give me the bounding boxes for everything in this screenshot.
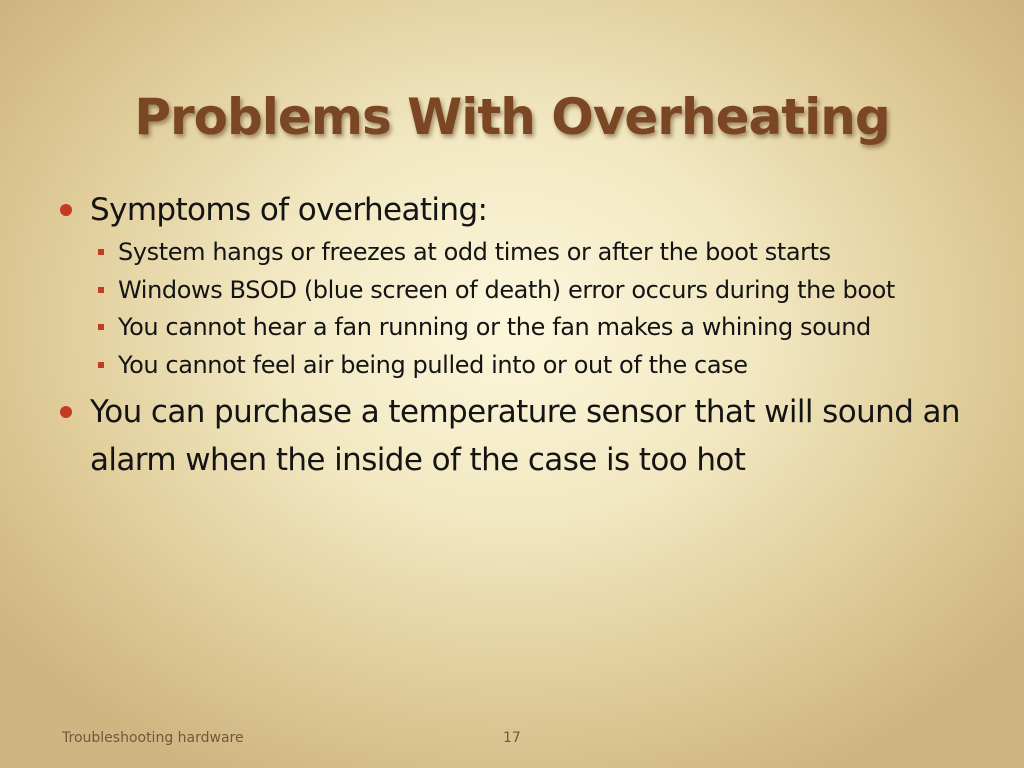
page-number: 17 (503, 730, 521, 746)
square-bullet-icon (98, 362, 104, 368)
symptom-item (118, 272, 978, 310)
bullet-dot-icon (60, 406, 72, 418)
symptom-text: System hangs or freezes at odd times or after the boot starts (118, 238, 831, 266)
symptom-text: Windows BSOD (blue screen of death) error occurs during the boot (118, 275, 895, 304)
square-bullet-icon (98, 324, 104, 330)
bullet-text: You can purchase a temperature sensor that will sound an alarm when the inside of the case is too hot (90, 394, 960, 478)
symptom-item (118, 347, 978, 385)
square-bullet-icon (98, 249, 104, 255)
symptom-item (118, 309, 978, 347)
bullet-dot-icon (60, 204, 72, 216)
symptom-text: You cannot feel air being pulled into or out of the case (118, 350, 748, 379)
symptom-item (118, 234, 978, 272)
square-bullet-icon (98, 287, 104, 293)
footer-text: Troubleshooting hardware (62, 730, 244, 746)
bullet-symptoms (58, 186, 978, 384)
bullet-temperature-sensor (58, 388, 978, 484)
bullet-text: Symptoms of overheating: (90, 192, 488, 228)
slide-content (58, 186, 978, 484)
slide-title: Problems With Overheating (134, 88, 890, 146)
symptom-list (58, 234, 978, 384)
symptom-text: You cannot hear a fan running or the fan makes a whining sound (118, 313, 871, 341)
